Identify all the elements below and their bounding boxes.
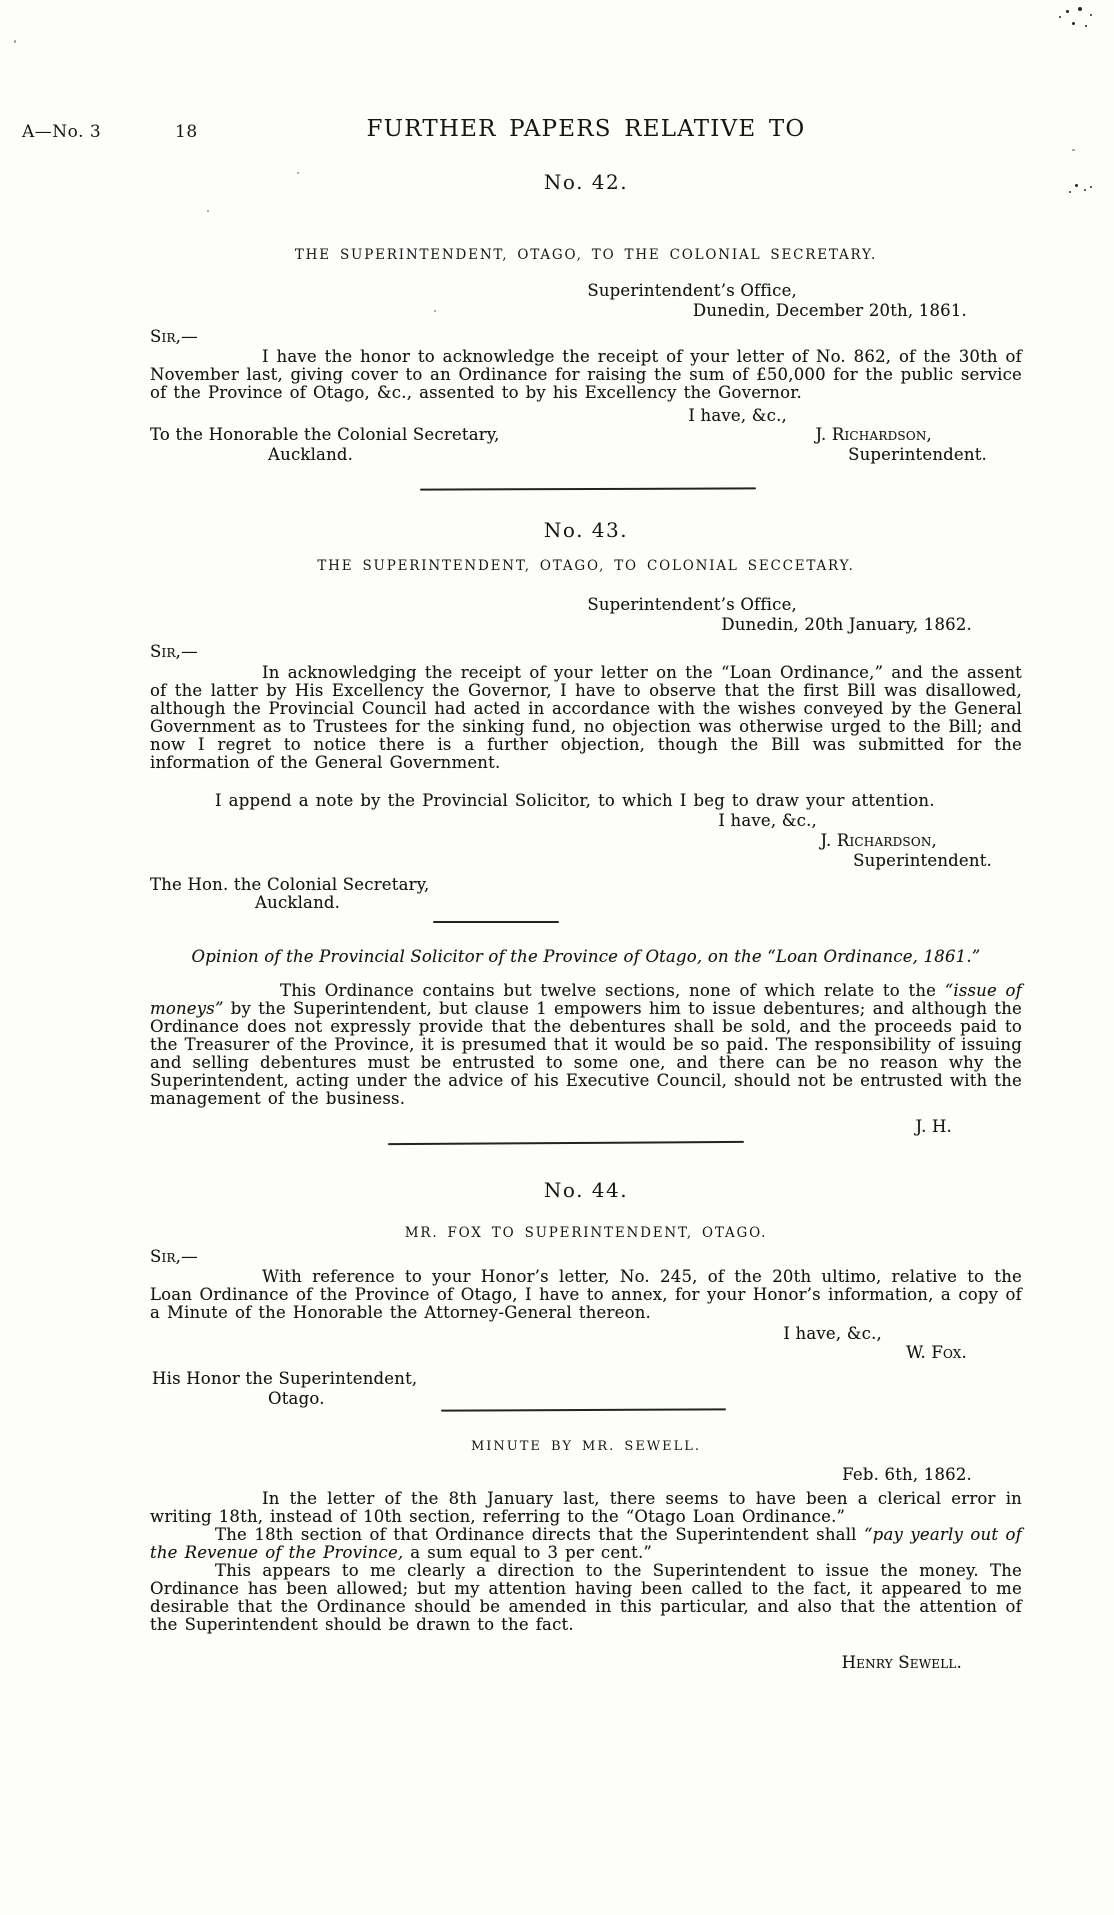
scan-speckle (207, 210, 209, 212)
salutation: Sir,— (150, 1247, 198, 1266)
signature-name: Henry Sewell. (841, 1653, 962, 1672)
section-divider (388, 1141, 744, 1145)
section-divider (420, 487, 756, 490)
addressee-line: Auckland. (268, 445, 354, 464)
running-title: FURTHER PAPERS RELATIVE TO (366, 116, 806, 142)
letter-date-line: Dunedin, 20th January, 1862. (721, 615, 972, 634)
valediction: I have, &c., (783, 1324, 882, 1343)
minute-date: Feb. 6th, 1862. (842, 1465, 972, 1484)
signature-title: Superintendent. (853, 851, 992, 870)
scan-speckle (1078, 7, 1082, 11)
scan-speckle (1059, 16, 1061, 18)
letter-body: I have the honor to acknowledge the receipt of your letter of No. 862, of the 30th of November last, giving cover to an Ordinance for raising the sum of £50,000 for the public service of the Province of Otago, &c., assented to by his Excellency the Governor. (150, 347, 1022, 402)
letter-heading: THE SUPERINTENDENT, OTAGO, TO THE COLONIAL SECRETARY. (294, 247, 878, 263)
signature-initials: J. H. (915, 1117, 952, 1136)
letter-office-line: Superintendent’s Office, (587, 595, 797, 614)
opinion-body-italic: “issue of moneys” (150, 981, 1022, 1018)
scan-speckle (1084, 189, 1086, 191)
valediction: I have, &c., (718, 811, 817, 830)
addressee-line: Auckland. (255, 893, 341, 912)
minute-paragraph: In the letter of the 8th January last, there seems to have been a clerical error in writing 18th, instead of 10th section, referring to the “Otago Loan Ordinance.” (150, 1489, 1022, 1526)
opinion-body (150, 982, 1022, 1108)
section-divider (433, 921, 559, 923)
letter-body: With reference to your Honor’s letter, No. 245, of the 20th ultimo, relative to the Loan Ordinance of the Province of Otago, I have to annex, for your Honor’s information, a copy of a Minute of the Honorable the Attorney-General thereon. (150, 1267, 1022, 1322)
minute-paragraph (150, 1526, 1022, 1562)
addressee-line: The Hon. the Colonial Secretary, (150, 875, 430, 894)
letter-body: I append a note by the Provincial Solicitor, to which I beg to draw your attention. (215, 791, 935, 810)
scan-speckle (1066, 10, 1069, 13)
scan-speckle (1090, 186, 1092, 188)
addressee-line: His Honor the Superintendent, (152, 1369, 418, 1388)
addressee-line: Otago. (268, 1389, 325, 1408)
minute-paragraph: This appears to me clearly a direction to the Superintendent to issue the money. The Ordinance has been allowed; but my attention having been called to the fact, it appeared to me desirable that the Ordinance should be amended in this particular, and also that the attention of the Superintendent should be drawn to the fact. (150, 1561, 1022, 1634)
minute-heading: MINUTE BY MR. SEWELL. (470, 1439, 702, 1454)
document-number: No. 42. (543, 170, 629, 194)
scan-speckle (1075, 184, 1078, 187)
signature-title: Superintendent. (848, 445, 987, 464)
document-number: No. 43. (543, 518, 629, 542)
minute-paragraph-text: a sum equal to 3 per cent.” (403, 1543, 653, 1562)
scan-speckle (1069, 191, 1071, 193)
salutation: Sir,— (150, 642, 198, 661)
opinion-body-text: by the Superintendent, but clause 1 empowers him to issue debentures; and although the Ordinance does not expressly provide that the debentures shall be sold, and the proceeds paid to the Treasurer of the Province, it is presumed that it would be so paid. The responsibility of issuing and selling debentures must be entrusted to some one, and there can be no reason why the Superintendent, acting under the advice of his Executive Council, should not be entrusted with the management of the business. (150, 999, 1022, 1108)
minute-paragraph-italic: “pay yearly out of the Revenue of the Province, (150, 1525, 1022, 1562)
scan-speckle (1090, 14, 1092, 16)
letter-heading: MR. FOX TO SUPERINTENDENT, OTAGO. (404, 1225, 768, 1241)
opinion-heading: Opinion of the Provincial Solicitor of the Province of Otago, on the “Loan Ordinance, 1861.” (191, 947, 981, 966)
signature-name: J. Richardson, (820, 831, 937, 850)
letter-office-line: Superintendent’s Office, (587, 281, 797, 300)
scan-speckle (14, 40, 16, 43)
addressee-line: To the Honorable the Colonial Secretary, (150, 425, 500, 444)
scan-speckle (1085, 25, 1087, 27)
letter-date-line: Dunedin, December 20th, 1861. (692, 301, 967, 320)
section-divider (441, 1408, 726, 1411)
scan-speckle (1072, 149, 1075, 151)
series-number: A—No. 3 (22, 122, 102, 142)
scan-speckle (1072, 22, 1075, 25)
letter-body: In acknowledging the receipt of your letter on the “Loan Ordinance,” and the assent of the latter by His Excellency the Governor, I have to observe that the first Bill was disallowed, although the Provincial Council had acted in accordance with the wishes conveyed by the General Government as to Trustees for the sinking fund, no objection was otherwise urged to the Bill; and now I regret to notice there is a further objection, though the Bill was submitted for the information of the General Government. (150, 663, 1022, 772)
letter-heading: THE SUPERINTENDENT, OTAGO, TO COLONIAL SECCETARY. (317, 558, 855, 574)
page-number: 18 (175, 122, 198, 142)
minute-paragraph-text: The 18th section of that Ordinance directs that the Superintendent shall (215, 1525, 865, 1544)
salutation: Sir,— (150, 327, 198, 346)
valediction: I have, &c., (688, 406, 787, 425)
opinion-body-text: This Ordinance contains but twelve sections, none of which relate to the (280, 981, 945, 1000)
document-number: No. 44. (543, 1178, 629, 1202)
signature-name: W. Fox. (906, 1343, 967, 1362)
signature-name: J. Richardson, (815, 425, 932, 444)
